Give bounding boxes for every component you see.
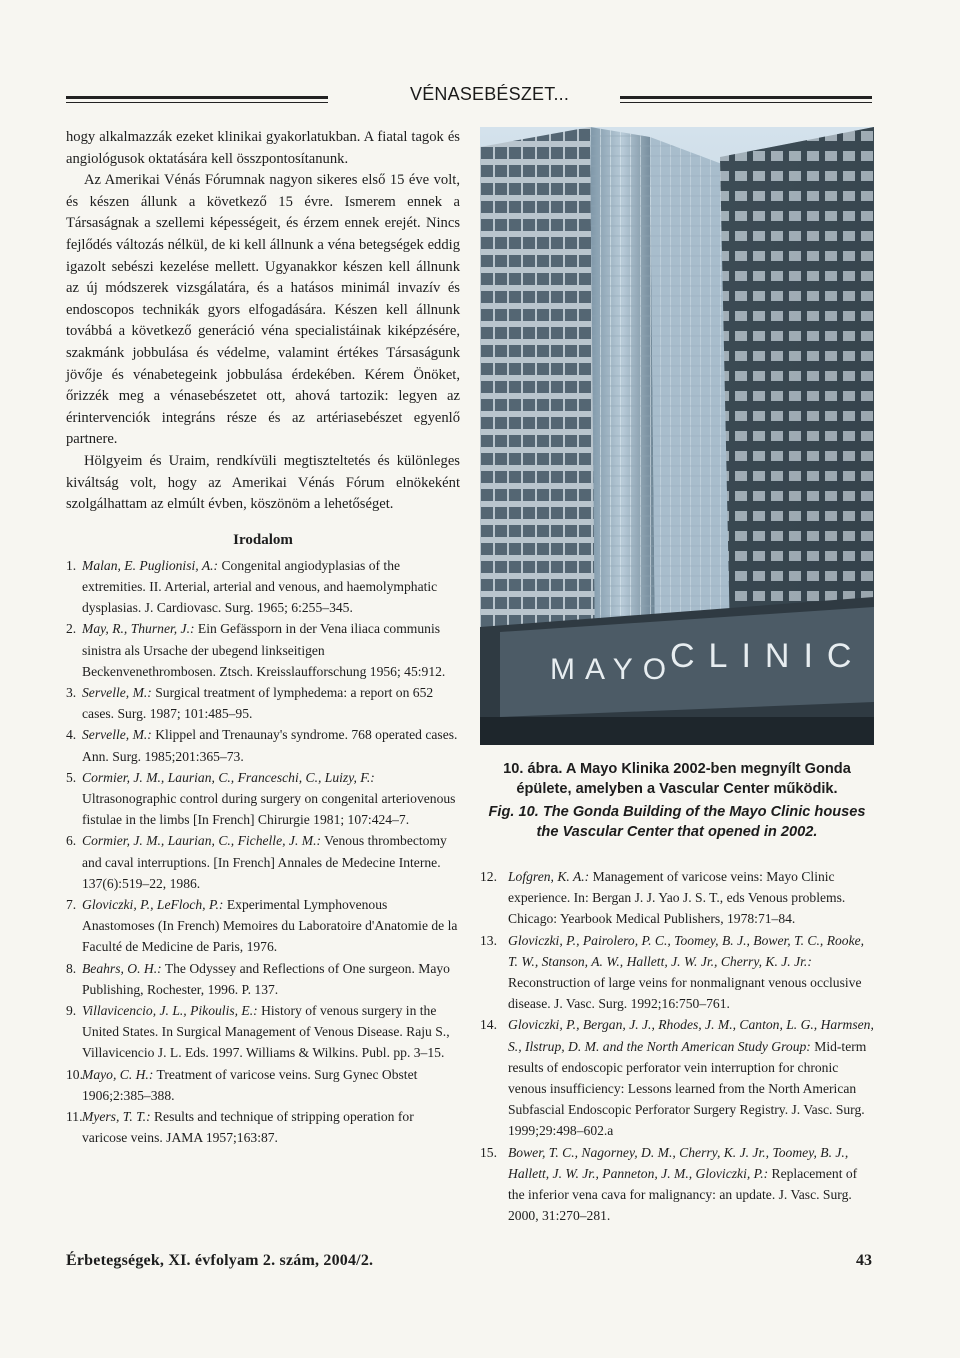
reference-item (480, 1014, 874, 1141)
reference-item (66, 894, 460, 958)
reference-text: Treatment of varicose veins. Surg Gynec Obstet 1906;2:385–388. (82, 1066, 418, 1103)
reference-authors: Malan, E. Puglionisi, A.: (82, 557, 219, 573)
reference-text: Mid-term results of endoscopic perforator vein interruption for chronic venous insufficiency: Lessons learned from the North American Subfascial Endoscopic Perforator Surgery Registry. J. Vasc. Surg. 1999;29:498–602.a (508, 1038, 867, 1139)
reference-authors: Mayo, C. H.: (82, 1066, 154, 1082)
right-column-references (480, 866, 874, 1226)
reference-number: 3. (66, 684, 77, 700)
article-body (66, 127, 460, 516)
reference-number: 2. (66, 621, 77, 637)
paragraph: Az Amerikai Vénás Fórumnak nagyon sikeres első 15 éve volt, és készen állunk a következő 15 évre. Ismerem ennek a Társaságnak a szellemi képességeit, és érzem ennek erejét. Nincs fejlődés változás nélkül, de ki kell állnunk a véna betegségek eddig igazolt sebészi kezelése mellett. Ugyanakkor készen kell állnunk az új módszerek vizsgálatára, és a hatásos minimál invazív és endoscopos technikák gyors elfogadására. Készen kell állnunk továbbá a következő generáció véna specialistáinak kiképzésére, szakmánk jobbulása és védelme, valamint értékes Társaságunk jövője és vénabetegeink jobbulása érdekében. Kérem Önöket, őrizzék meg a vénasebészetet ott, ahová tartozik: legyen az érintervenciók integráns része és az artériasebészet egyenlő partnere. (66, 172, 460, 448)
reference-authors: Cormier, J. M., Laurian, C., Franceschi, C., Luizy, F.: (82, 769, 375, 785)
reference-text: Surgical treatment of lymphedema: a report on 652 cases. Surg. 1987; 101:485–95. (82, 684, 434, 722)
reference-text: Reconstruction of large veins for nonmalignant venous occlusive disease. J. Vasc. Surg. 1992;16:750–761. (508, 975, 862, 1012)
reference-authors: Gloviczki, P., Pairolero, P. C., Toomey, B. J., Bower, T. C., Rooke, T. W., Stanson, A. W., Hallett, J. W. Jr., Cherry, K. J. Jr.: (508, 932, 865, 969)
section-title: VÉNASEBÉSZET... (410, 84, 570, 104)
reference-authors: Gloviczki, P., LeFloch, P.: (82, 896, 224, 912)
reference-number: 1. (66, 557, 77, 573)
reference-authors: Myers, T. T.: (82, 1108, 151, 1124)
sign-clinic: CLINIC (670, 637, 866, 675)
caption-hungarian: 10. ábra. A Mayo Klinika 2002-ben megnyílt Gonda épülete, amelyben a Vascular Center működik. (503, 761, 851, 797)
reference-text: Klippel and Trenaunay's syndrome. 768 operated cases. Ann. Surg. 1985;201:365–73. (82, 727, 458, 764)
reference-authors: Villavicencio, J. L., Pikoulis, E.: (82, 1002, 258, 1018)
reference-text: History of venous surgery in the United States. In Surgical Management of Venous Disease. Raju S., Villavicencio J. L. Eds. 1997. Williams & Wilkins. Publ. pp. 3–15. (82, 1002, 450, 1061)
reference-number: 11. (66, 1108, 83, 1124)
references-list-left (66, 555, 460, 1149)
reference-authors: May, R., Thurner, J.: (82, 621, 195, 637)
reference-number: 15. (480, 1144, 497, 1160)
reference-item (480, 866, 874, 930)
paragraph: hogy alkalmazzák ezeket klinikai gyakorlatukban. A fiatal tagok és angiológusok oktatására kell összpontosítanunk. (66, 129, 460, 167)
reference-authors: Cormier, J. M., Laurian, C., Fichelle, J. M.: (82, 833, 321, 849)
reference-item (480, 1142, 874, 1227)
reference-number: 14. (480, 1017, 497, 1033)
reference-item (66, 1000, 460, 1064)
references-list-right (480, 866, 874, 1226)
reference-number: 8. (66, 960, 77, 976)
reference-item (66, 682, 460, 724)
references-title: Irodalom (233, 531, 293, 548)
building-photo (480, 127, 874, 745)
page-header (66, 84, 872, 114)
reference-authors: Gloviczki, P., Bergan, J. J., Rhodes, J. M., Canton, L. G., Harmsen, S., Ilstrup, D. M. and the North American Study Group: (508, 1017, 874, 1054)
footer-journal: Érbetegségek, XI. évfolyam 2. szám, 2004/2. (66, 1252, 374, 1269)
reference-number: 10. (66, 1066, 83, 1082)
reference-item (66, 555, 460, 619)
reference-text: Management of varicose veins: Mayo Clinic experience. In: Bergan J. J. Yao J. S. T., eds Venous problems. Chicago: Yearbook Medical Publishers, 1978:71–84. (508, 869, 846, 927)
reference-authors: Bower, T. C., Nagorney, D. M., Cherry, K. J. Jr., Toomey, B. J., Hallett, J. W. Jr., Panneton, J. M., Gloviczki, P.: (508, 1144, 849, 1181)
reference-text: Venous thrombectomy and caval interruptions. [In French] Annales de Medecine Interne. 137(6):519–22, 1986. (82, 833, 447, 891)
reference-authors: Servelle, M.: (82, 727, 152, 743)
reference-item (66, 958, 460, 1000)
reference-text: Replacement of the inferior vena cava for malignancy: an update. J. Vasc. Surg. 2000, 31:270–281. (508, 1165, 858, 1224)
reference-number: 7. (66, 896, 77, 912)
reference-item (66, 724, 460, 766)
sign-mayo: MAYO (550, 653, 677, 686)
page-number: 43 (856, 1252, 872, 1269)
caption-english: Fig. 10. The Gonda Building of the Mayo Clinic houses the Vascular Center that opened in 2002. (488, 804, 866, 840)
reference-text: Congenital angiodyplasias of the extremities. II. Arterial, arterial and venous, and haemolymphatic dysplasias. J. Cardiovasc. Surg. 1965; 6:255–345. (82, 557, 438, 616)
reference-item (480, 930, 874, 1015)
figure-caption (480, 760, 874, 842)
reference-number: 12. (480, 869, 497, 884)
reference-authors: Beahrs, O. H.: (82, 960, 162, 976)
reference-item (66, 767, 460, 831)
reference-item (66, 1106, 460, 1148)
reference-text: Experimental Lymphovenous Anastomoses (In French) Memoires du Laboratoire d'Anatomie de la Faculté de Medicine de Paris, 1976. (82, 896, 458, 955)
reference-text: Results and technique of stripping operation for varicose veins. JAMA 1957;163:87. (82, 1108, 414, 1146)
reference-text: Ultrasonographic control during surgery on congenital arteriovenous fistulae in the limbs [In French] Chirurgie 1981; 107:424–7. (82, 790, 456, 828)
gonda-building-image (480, 127, 874, 745)
left-column (66, 127, 460, 1148)
reference-authors: Servelle, M.: (82, 684, 152, 700)
reference-number: 4. (66, 727, 77, 743)
reference-item (66, 618, 460, 682)
reference-text: Ein Gefässporn in der Vena iliaca communis sinistra als Ursache der ubegend linkseitigen Beckenvenethrombosen. Ztsch. Kreisslaufforschung 1956; 45:912. (82, 621, 446, 679)
header-rule-left (66, 96, 328, 103)
header-rule-right (620, 96, 872, 103)
paragraph: Hölgyeim és Uraim, rendkívüli megtiszteltetés és különleges kiváltság volt, hogy az Amerikai Vénás Fórum elnökeként szolgálhattam az elmúlt évben, köszönöm a lehetőséget. (66, 452, 460, 513)
reference-number: 9. (66, 1002, 77, 1018)
reference-number: 6. (66, 833, 77, 849)
reference-item (66, 830, 460, 894)
reference-number: 5. (66, 769, 77, 785)
reference-item (66, 1064, 460, 1106)
reference-number: 13. (480, 932, 497, 948)
reference-authors: Lofgren, K. A.: (508, 869, 590, 884)
reference-text: The Odyssey and Reflections of One surgeon. Mayo Publishing, Rochester, 1996. P. 137. (82, 960, 450, 997)
